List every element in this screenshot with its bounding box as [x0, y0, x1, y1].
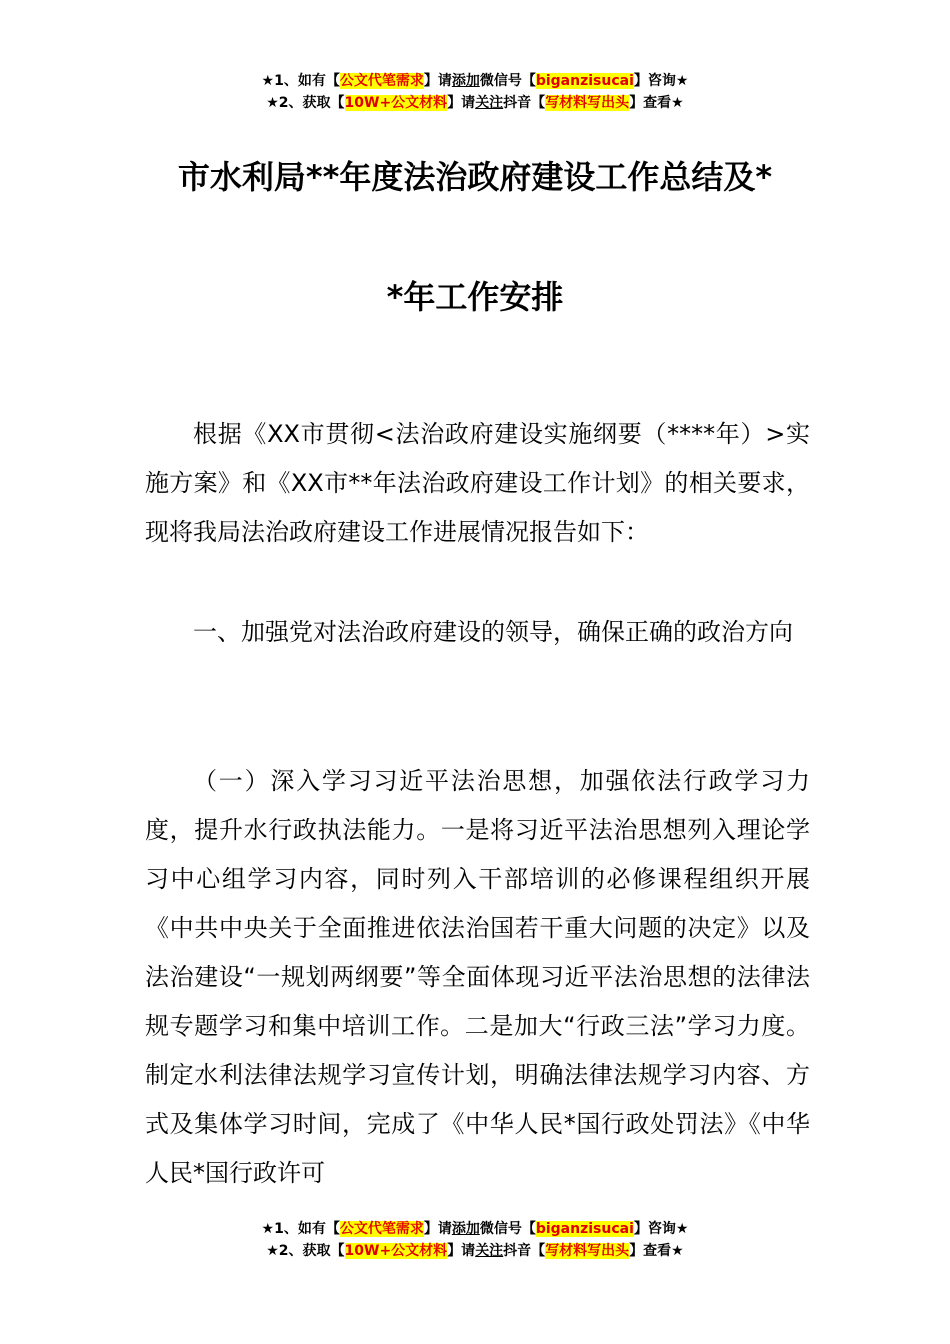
footer-banner — [0, 1218, 950, 1262]
banner-highlight: 10W+公文材料 — [344, 1243, 448, 1259]
document-title-line-1: 市水利局**年度法治政府建设工作总结及* — [177, 158, 773, 196]
paragraph-section-heading: 一、加强党对法治政府建设的领导，确保正确的政治方向 — [193, 618, 793, 646]
banner-highlight: 10W+公文材料 — [344, 95, 448, 111]
banner-line-1: ★1、如有【公文代笔需求】请添加微信号【biganzisucai】咨询★ — [261, 73, 689, 89]
banner-highlight: 写材料写出头 — [545, 1243, 630, 1259]
paragraph-subsection: （一）深入学习习近平法治思想，加强依法行政学习力度，提升水行政执法能力。一是将习近平法治思想列入理论学习中心组学习内容，同时列入干部培训的必修课程组织开展《中共中央关于全面推进依法治国若干重大问题的决定》以及法治建设“一规划两纲要”等全面体现习近平法治思想的法律法规专题学习和集中培训工作。二是加大“行政三法”学习力度。制定水利法律法规学习宣传计划，明确法律法规学习内容、方式及集体学习时间，完成了《中华人民*国行政处罚法》《中华人民*国行政许可 — [145, 767, 810, 1187]
banner-line-2: ★2、获取【10W+公文材料】请关注抖音【写材料写出头】查看★ — [266, 1243, 684, 1259]
banner-line-2: ★2、获取【10W+公文材料】请关注抖音【写材料写出头】查看★ — [266, 95, 684, 111]
document-title-line-2: *年工作安排 — [386, 278, 564, 316]
paragraph-intro: 根据《XX市贯彻<法治政府建设实施纲要（****年）>实施方案》和《XX市**年法治政府建设工作计划》的相关要求，现将我局法治政府建设工作进展情况报告如下： — [145, 420, 810, 546]
banner-highlight: biganzisucai — [535, 1221, 634, 1237]
banner-line-1: ★1、如有【公文代笔需求】请添加微信号【biganzisucai】咨询★ — [261, 1221, 689, 1237]
banner-highlight: biganzisucai — [535, 73, 634, 89]
header-banner — [0, 70, 950, 114]
banner-highlight: 公文代笔需求 — [339, 1221, 424, 1237]
banner-highlight: 写材料写出头 — [545, 95, 630, 111]
banner-highlight: 公文代笔需求 — [339, 73, 424, 89]
